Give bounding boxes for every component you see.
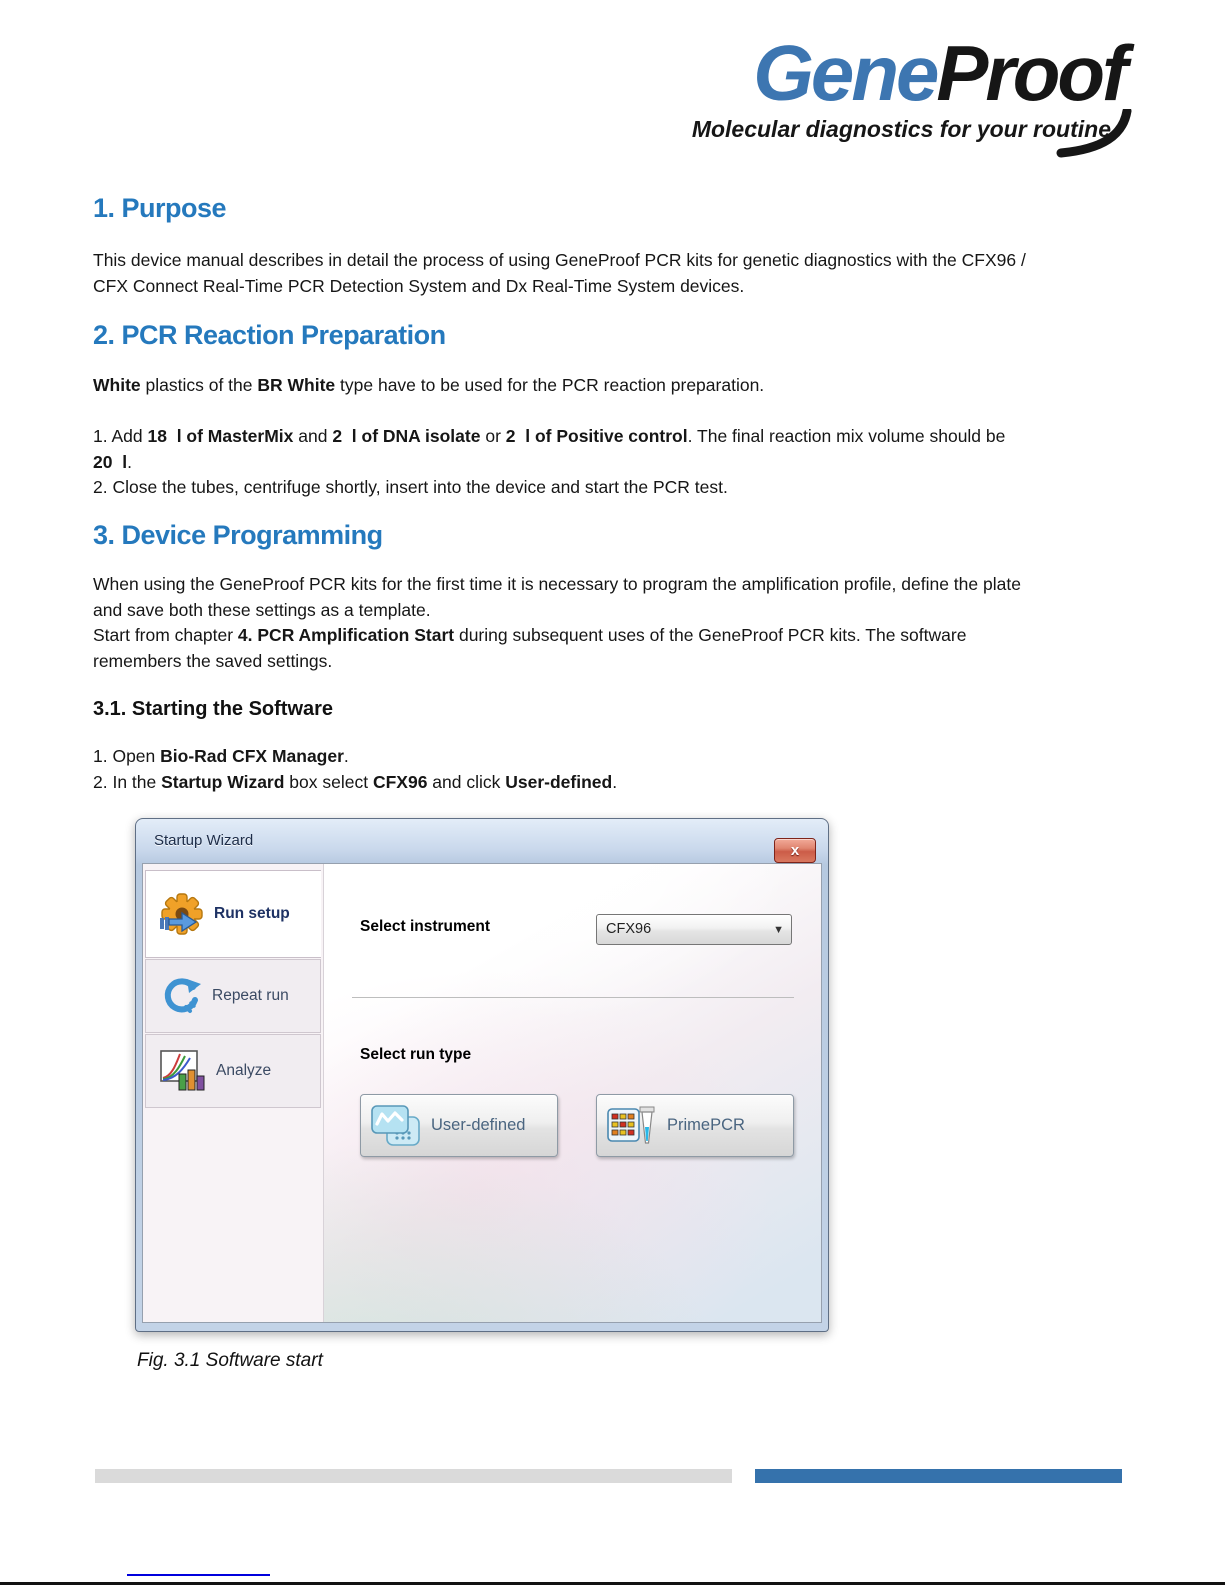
section-3-1-heading: 3.1. Starting the Software xyxy=(93,698,334,720)
section-2-paragraph-2: 1. Add 18 l of MasterMix and 2 l of DNA isolate or 2 l of Positive control. The final reaction mix volume should be 20 l. 2. Close the tubes, centrifuge shortly, insert into the device and start the PCR test. xyxy=(93,426,1006,497)
section-3-1-paragraph-1: 1. Open Bio-Rad CFX Manager. 2. In the Startup Wizard box select CFX96 and click User-defined. xyxy=(93,746,618,792)
select-run-type-label: Select run type xyxy=(360,1046,472,1063)
content-divider xyxy=(352,997,794,998)
x-icon: x xyxy=(790,842,800,859)
plate-tube-icon xyxy=(607,1105,657,1147)
logo-swoosh-icon xyxy=(1055,109,1133,159)
tab-label: Analyze xyxy=(216,1062,272,1079)
run-type-button-label: User-defined xyxy=(431,1116,526,1134)
close-button[interactable] xyxy=(774,838,816,863)
section-3-paragraph-1: When using the GeneProof PCR kits for the first time it is necessary to program the amplification profile, define the plate and save both these settings as a template. Start from chapter 4. PCR Amplification Start during subsequent uses of the GeneProof PCR kits. The software remembers the saved settings. xyxy=(93,574,1021,671)
select-instrument-label: Select instrument xyxy=(360,918,491,935)
tab-analyze[interactable] xyxy=(145,1034,321,1108)
section-1-body: This device manual describes in detail the process of using GeneProof PCR kits for genetic diagnostics with the CFX96 / CFX Connect Real-Time PCR Detection System and Dx Real-Time System devices. xyxy=(93,250,1026,296)
logo-proof: Proof xyxy=(936,29,1125,117)
circular-arrow-icon xyxy=(160,975,202,1017)
chevron-down-icon: ▼ xyxy=(773,924,784,936)
section-2-heading: 2. PCR Reaction Preparation xyxy=(93,320,446,350)
logo xyxy=(665,29,1125,143)
section-3-heading: 3. Device Programming xyxy=(93,520,383,550)
logo-gene: Gene xyxy=(753,29,937,117)
dialog-content xyxy=(323,864,821,1322)
tab-label: Run setup xyxy=(214,905,290,922)
tab-label: Repeat run xyxy=(212,987,289,1004)
gear-arrow-icon xyxy=(160,892,204,936)
logo-tagline: Molecular diagnostics for your routine xyxy=(691,116,1111,142)
startup-wizard-dialog xyxy=(135,818,829,1332)
section-2-paragraph-1: White plastics of the BR White type have to be used for the PCR reaction preparation. xyxy=(93,375,765,395)
combobox-value: CFX96 xyxy=(606,921,652,937)
logo-tagline-row xyxy=(665,116,1125,143)
primepcr-button[interactable] xyxy=(596,1094,794,1157)
section-1-heading: 1. Purpose xyxy=(93,193,227,223)
figure-caption: Fig. 3.1 Software start xyxy=(137,1350,323,1371)
tab-repeat-run[interactable] xyxy=(145,959,321,1033)
user-defined-button[interactable] xyxy=(360,1094,558,1157)
chart-icon xyxy=(160,1050,206,1092)
dialog-body xyxy=(142,863,822,1323)
footer-link-underline[interactable] xyxy=(127,1574,270,1576)
dialog-titlebar[interactable] xyxy=(136,819,828,863)
dialog-title: Startup Wizard xyxy=(154,832,254,849)
footer-blue-bar xyxy=(755,1469,1122,1483)
footer-gray-bar xyxy=(95,1469,732,1483)
run-type-button-label: PrimePCR xyxy=(667,1116,745,1134)
plate-waveform-icon xyxy=(371,1105,421,1147)
instrument-combobox[interactable] xyxy=(596,914,792,945)
dialog-sidebar xyxy=(143,864,323,1322)
tab-run-setup[interactable] xyxy=(145,870,321,958)
logo-wordmark xyxy=(665,29,1125,117)
